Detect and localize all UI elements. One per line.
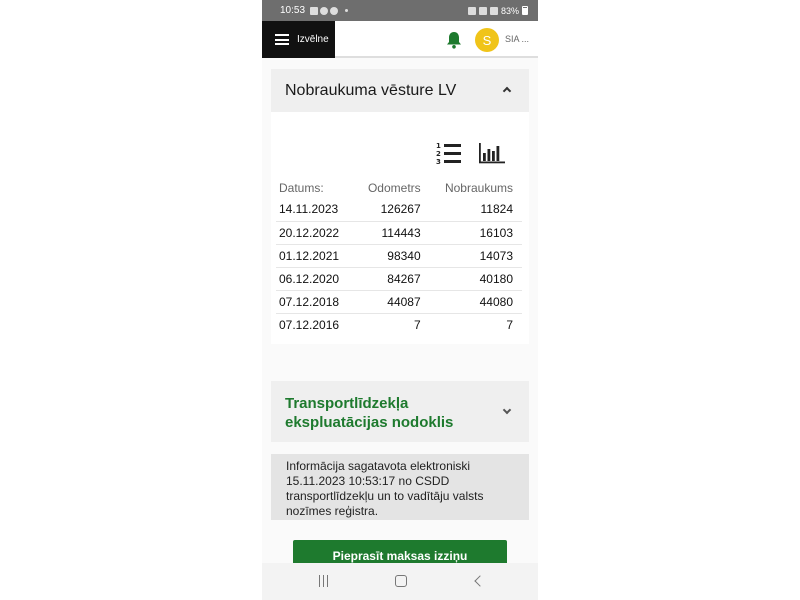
info-notice [271, 454, 529, 520]
row-date: 01.12.2021 [276, 244, 354, 267]
row-odometer: 44087 [354, 290, 427, 313]
table-row [276, 267, 522, 290]
row-mileage: 44080 [427, 290, 522, 313]
app-bar [262, 21, 538, 58]
svg-text:2: 2 [436, 150, 441, 158]
messenger-icon [330, 7, 338, 15]
column-header-mileage: Nobraukums [444, 181, 513, 195]
row-odometer: 98340 [354, 244, 427, 267]
mileage-table [276, 178, 522, 336]
status-bar [262, 0, 538, 21]
info-line-4: nozīmes reģistra. [286, 504, 379, 518]
history-title: Nobraukuma vēsture LV [285, 82, 457, 99]
column-header-odometer: Odometrs [367, 181, 421, 195]
row-mileage: 16103 [427, 221, 522, 244]
signal-icon [479, 7, 487, 15]
info-line-3: transportlīdzekļu un to vadītāju valsts [286, 489, 484, 503]
back-icon[interactable] [474, 575, 485, 586]
tax-section-header[interactable] [271, 381, 529, 442]
chevron-up-icon [503, 87, 511, 95]
menu-label: Izvēlne [297, 34, 329, 45]
info-line-2: 15.11.2023 10:53:17 no CSDD [286, 474, 450, 488]
table-row [276, 221, 522, 244]
row-date: 20.12.2022 [276, 221, 354, 244]
column-header-date: Datums: [279, 181, 324, 195]
row-date: 07.12.2016 [279, 317, 340, 332]
whatsapp-icon [320, 7, 328, 15]
status-time: 10:53 [280, 5, 306, 16]
notification-icons [310, 7, 348, 15]
bell-icon[interactable] [446, 31, 462, 49]
numbered-list-icon[interactable] [436, 141, 462, 165]
tax-title-line-1: Transportlīdzekļa [285, 395, 409, 412]
row-date: 06.12.2020 [276, 267, 354, 290]
company-name[interactable]: SIA ... [505, 34, 530, 44]
phone-screen [262, 0, 538, 600]
signal-icon-2 [490, 7, 498, 15]
history-section-header[interactable] [271, 69, 529, 112]
history-section-body [271, 112, 529, 344]
table-row [276, 244, 522, 267]
row-odometer: 126267 [354, 198, 427, 221]
battery-icon [522, 6, 528, 15]
gallery-icon [310, 7, 318, 15]
svg-text:1: 1 [436, 142, 441, 150]
table-header-row [276, 178, 522, 198]
row-odometer: 84267 [354, 267, 427, 290]
row-date: 07.12.2018 [276, 290, 354, 313]
table-row [276, 290, 522, 313]
row-date: 14.11.2023 [276, 198, 354, 221]
system-indicators [468, 6, 528, 16]
info-line-1: Informācija sagatavota elektroniski [286, 459, 471, 473]
home-icon[interactable] [395, 575, 407, 587]
hamburger-icon [275, 34, 289, 45]
table-row [276, 313, 522, 336]
more-notifications-icon [345, 9, 348, 12]
chevron-down-icon [503, 406, 511, 414]
row-odometer: 114443 [354, 221, 427, 244]
bar-chart-icon[interactable] [478, 142, 506, 164]
tax-title [285, 394, 485, 432]
recent-apps-icon[interactable] [318, 575, 330, 587]
battery-percent: 83% [500, 5, 519, 16]
svg-text:3: 3 [436, 158, 441, 165]
row-mileage: 40180 [427, 267, 522, 290]
row-odometer: 7 [413, 317, 421, 332]
row-mileage: 7 [506, 317, 513, 332]
tax-title-line-2: ekspluatācijas nodoklis [285, 414, 454, 431]
system-nav-bar [262, 563, 538, 600]
row-mileage: 14073 [427, 244, 522, 267]
avatar[interactable]: S [475, 28, 499, 52]
wifi-icon [468, 7, 476, 15]
request-statement-button[interactable]: Pieprasīt maksas izziņu [293, 540, 507, 570]
row-mileage: 11824 [427, 198, 522, 221]
menu-button[interactable] [262, 21, 335, 58]
table-row [276, 198, 522, 221]
